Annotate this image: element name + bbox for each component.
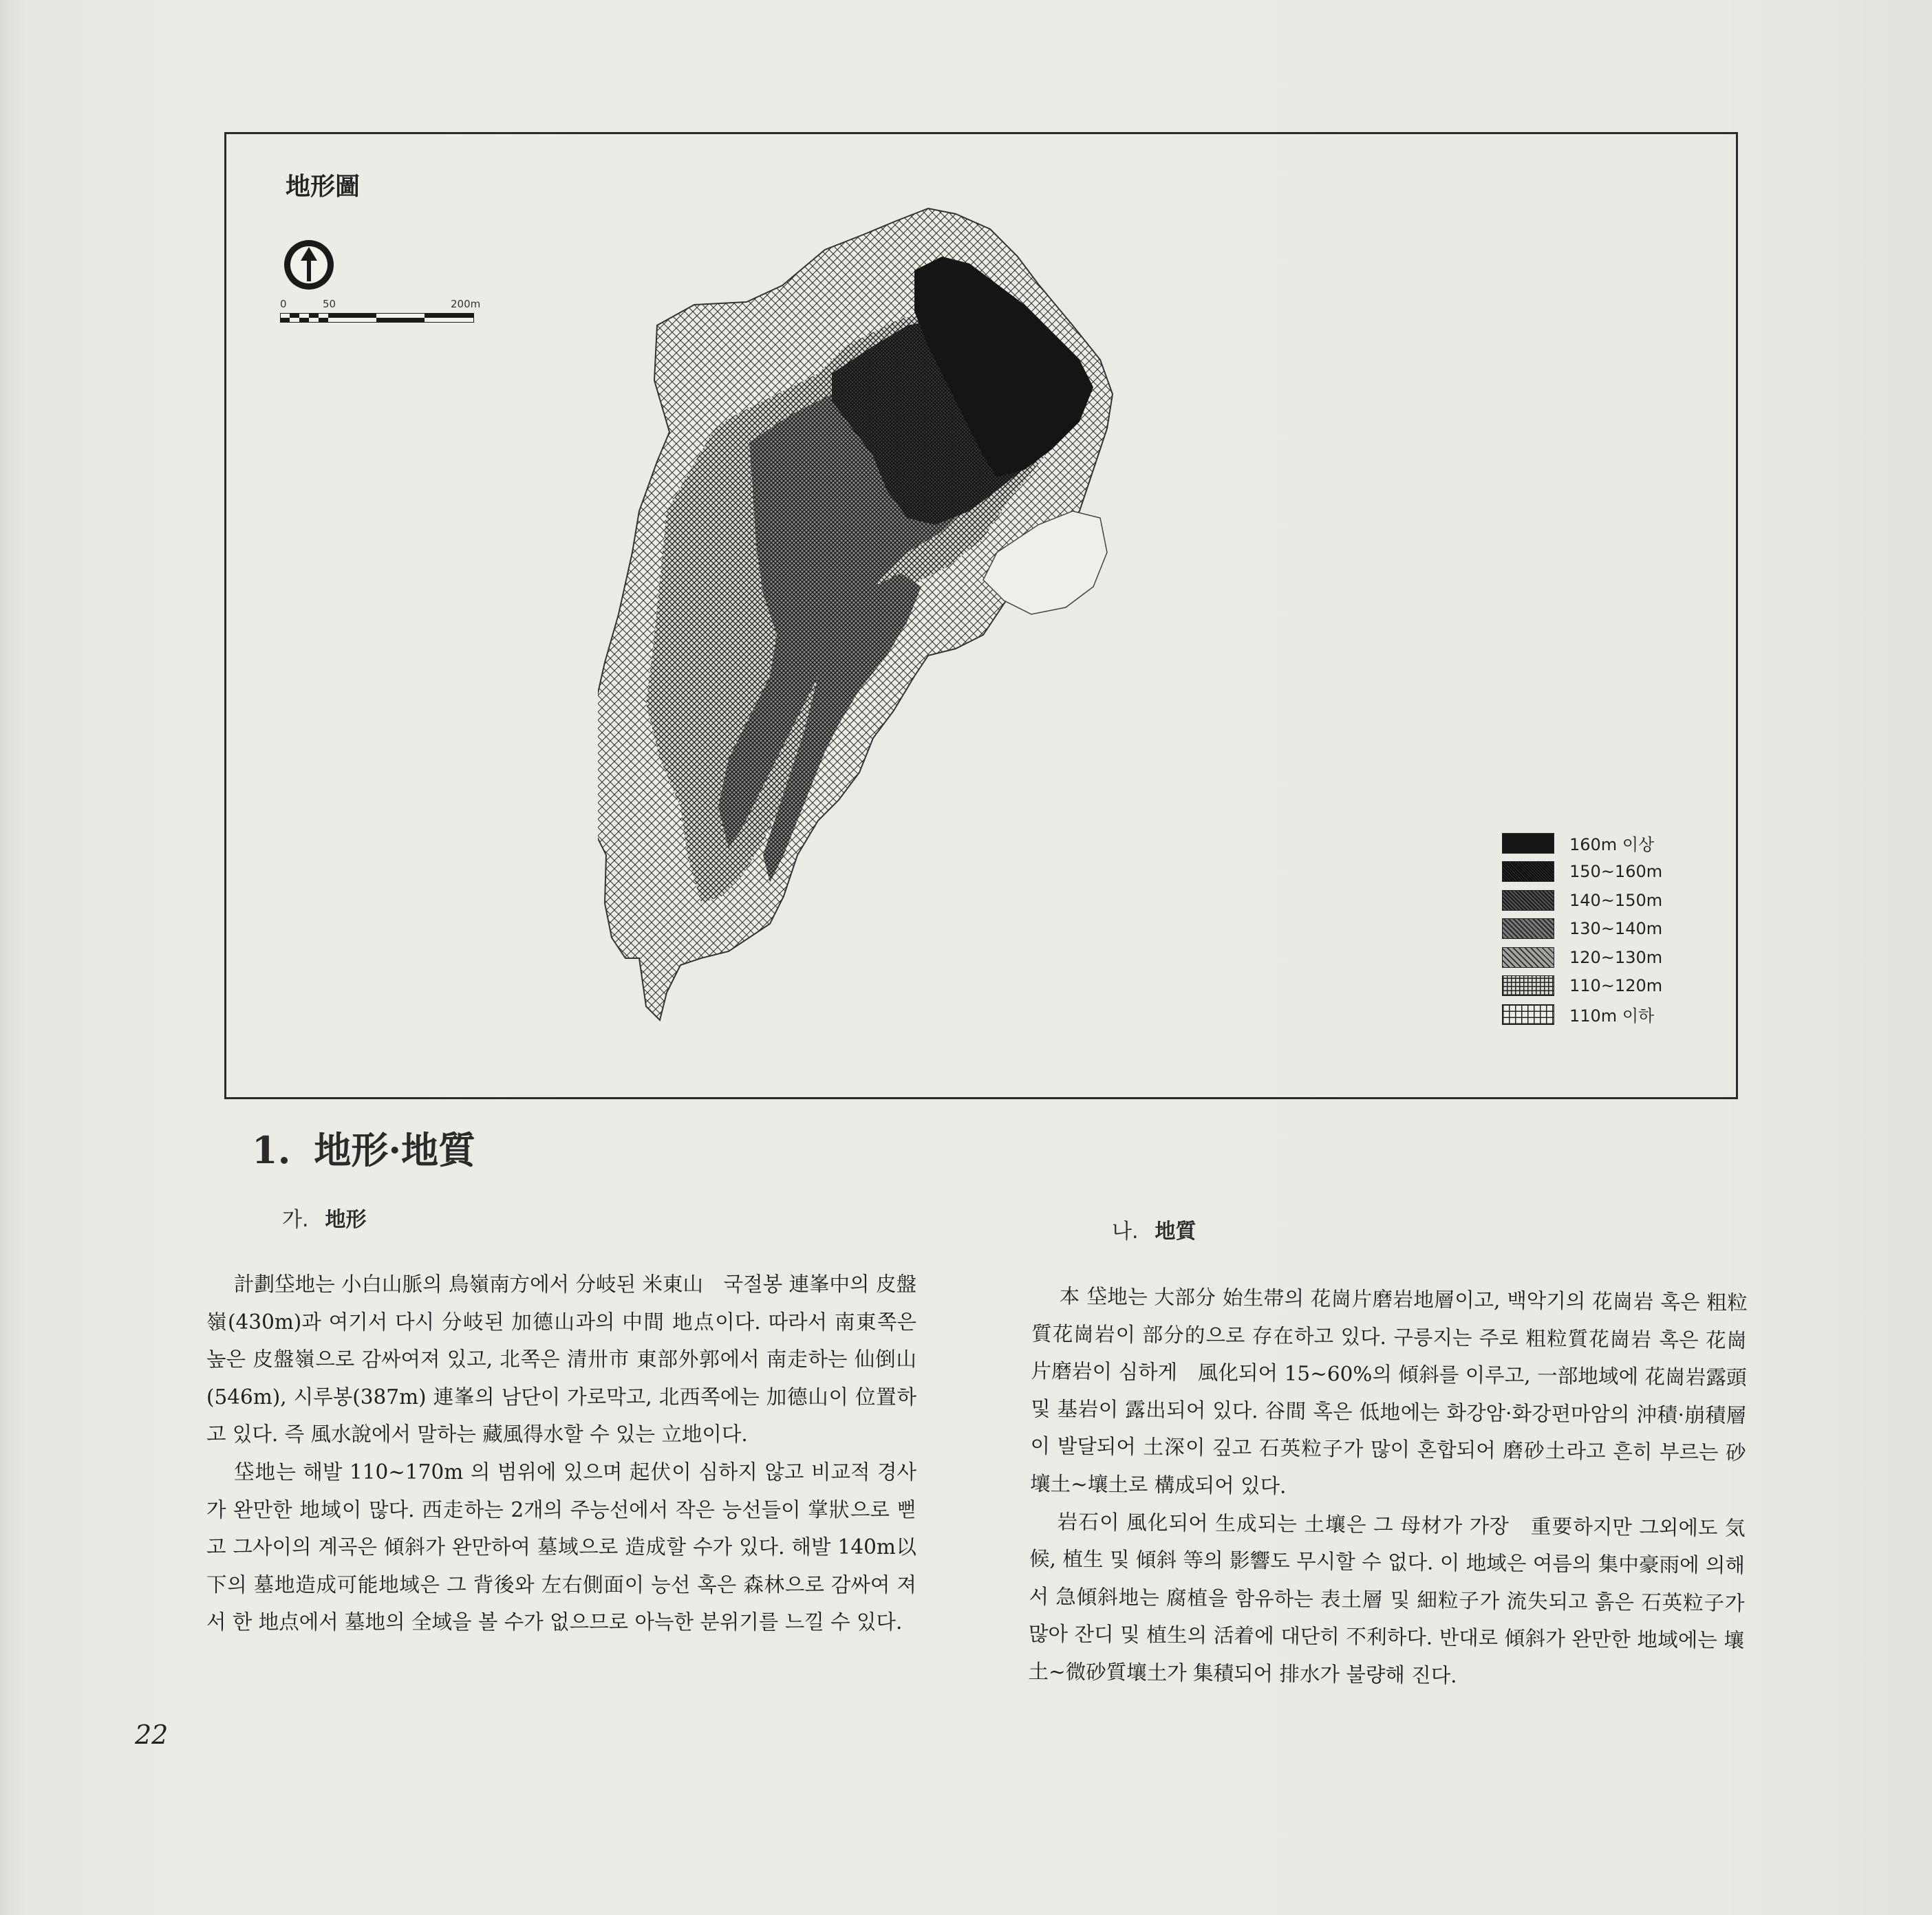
subsection-marker: 가.	[282, 1208, 309, 1232]
subsection-title: 地質	[1155, 1220, 1196, 1244]
section-heading	[252, 1121, 475, 1174]
legend-item	[1502, 915, 1708, 944]
legend-label: 110~120m	[1569, 976, 1663, 996]
legend-label: 130~140m	[1569, 919, 1663, 939]
paragraph: 計劃垈地는 小白山脈의 鳥嶺南方에서 分岐된 米東山 국절봉 連峯中의 皮盤嶺(430m)과 여기서 다시 分岐된 加德山과의 中間 地点이다. 따라서 南東쪽은 높은 皮盤嶺으로 감싸여져 있고, 北쪽은 清卅市 東部外郭에서 南走하는 仙倒山(546m), 시루봉(387m) 連峯의 남단이 가로막고, 北西쪽에는 加德山이 位置하고 있다. 즉 風水說에서 말하는 藏風得水할 수 있는 立地이다.	[206, 1273, 916, 1447]
legend-swatch	[1502, 1004, 1554, 1025]
subsection-heading-geology	[1112, 1214, 1196, 1244]
paragraph: 垈地는 해발 110~170m 의 범위에 있으며 起伏이 심하지 않고 비교적 경사가 완만한 地域이 많다. 西走하는 2개의 주능선에서 작은 능선들이 掌狀으로 뻗고 그사이의 계곡은 傾斜가 완만하여 墓域으로 造成할 수가 있다. 해발 140m以下의 墓地造成可能地域은 그 背後와 左右側面이 능선 혹은 森林으로 감싸여 져서 한 地点에서 墓地의 全域을 볼 수가 없으므로 아늑한 분위기를 느낄 수 있다.	[206, 1460, 916, 1634]
legend-item	[1502, 829, 1708, 858]
legend-label: 140~150m	[1569, 890, 1663, 910]
legend-swatch	[1502, 918, 1554, 939]
legend-label: 120~130m	[1569, 947, 1663, 967]
topography-text	[206, 1266, 916, 1641]
terrain-map-graphic	[598, 167, 1424, 1075]
scale-label-0: 0	[280, 298, 287, 310]
paragraph: 岩石이 風化되어 生成되는 土壤은 그 母材가 가장 重要하지만 그외에도 気候, 植生 및 傾斜 等의 影響도 무시할 수 없다. 이 地域은 여름의 集中豪雨에 의해서 急傾斜地는 腐植을 함유하는 表土層 및 細粒子가 流失되고 흙은 石英粒子가 많아 잔디 및 植生의 活着에 대단히 不利하다. 반대로 傾斜가 완만한 地域에는 壤土~微砂質壤土가 集積되어 排水가 불량해 진다.	[1028, 1509, 1746, 1687]
legend-item	[1502, 1000, 1708, 1029]
legend-label: 160m 이상	[1569, 835, 1655, 855]
scale-label-50: 50	[323, 298, 336, 310]
subsection-marker: 나.	[1112, 1220, 1139, 1244]
legend-item	[1502, 886, 1708, 915]
scale-label-200: 200m	[451, 298, 481, 310]
topographic-map-frame	[224, 132, 1738, 1099]
legend-label: 150~160m	[1569, 862, 1663, 882]
legend-swatch	[1502, 833, 1554, 854]
legend-swatch	[1502, 947, 1554, 968]
scale-bar	[280, 298, 486, 339]
subsection-title: 地形	[325, 1208, 367, 1232]
paragraph: 本 垈地는 大部分 始生帯의 花崗片磨岩地層이고, 백악기의 花崗岩 혹은 粗粒質花崗岩이 部分的으로 存在하고 있다. 구릉지는 주로 粗粒質花崗岩 혹은 花崗片磨岩이 심하게 風化되어 15~60%의 傾斜를 이루고, 一部地域에 花崗岩露頭 및 基岩이 露出되어 있다. 谷間 혹은 低地에는 화강암·화강편마암의 沖積·崩積層이 발달되어 土深이 깊고 石英粒子가 많이 혼합되어 磨砂土라고 흔히 부르는 砂壤土~壤土로 構成되어 있다.	[1029, 1284, 1748, 1498]
page-number: 22	[135, 1720, 169, 1750]
legend-swatch	[1502, 861, 1554, 882]
legend-item	[1502, 972, 1708, 1001]
subsection-heading-topography	[282, 1202, 367, 1233]
map-legend	[1502, 829, 1708, 1029]
geology-text	[1028, 1277, 1748, 1697]
legend-item	[1502, 858, 1708, 887]
map-title: 地形圖	[286, 173, 361, 201]
section-number: 1.	[252, 1128, 291, 1172]
north-arrow-icon	[281, 237, 336, 292]
legend-label: 110m 이하	[1569, 1006, 1655, 1026]
scale-bar-graphic	[280, 313, 474, 323]
section-title: 地形·地質	[314, 1128, 476, 1172]
legend-swatch	[1502, 975, 1554, 996]
legend-swatch	[1502, 890, 1554, 911]
legend-item	[1502, 943, 1708, 972]
